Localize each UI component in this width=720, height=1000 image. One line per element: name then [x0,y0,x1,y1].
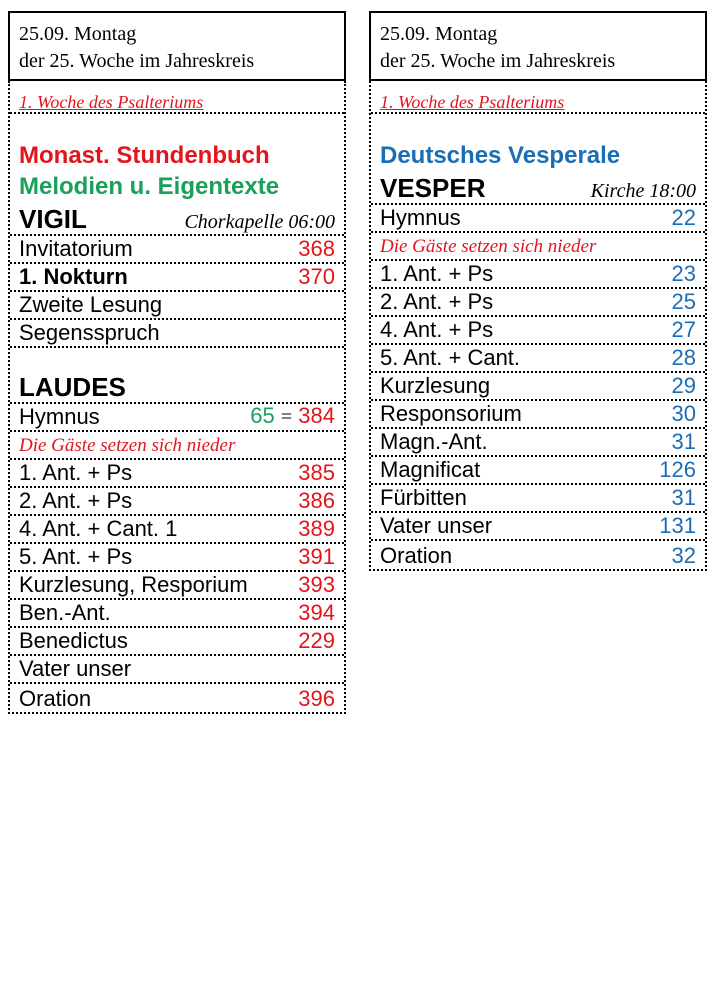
hour-header-vesper [371,171,705,203]
row-label: 4. Ant. + Ps [380,317,494,342]
equals-sign: = [280,406,293,428]
row-label: 2. Ant. + Ps [19,488,133,513]
page-number: 229 [298,628,335,653]
row-label: 1. Nokturn [19,264,128,289]
right-column [369,11,707,571]
row-label: Hymnus [19,404,100,429]
psalter-week: 1. Woche des Psalteriums [371,81,705,114]
row-label: Magnificat [380,457,481,482]
hymn-number-alt: 65 [250,403,275,428]
row-label: Hymnus [380,205,461,230]
row-label: 1. Ant. + Ps [19,460,133,485]
book-title-melodien: Melodien u. Eigentexte [19,173,280,200]
schedule-row [10,600,344,628]
page-number [250,403,335,430]
page-number: 389 [298,516,335,541]
date-line-2: der 25. Woche im Jahreskreis [380,50,616,72]
schedule-row [10,544,344,572]
row-label: Oration [19,686,92,711]
schedule-row [371,513,705,541]
page-number: 370 [298,264,335,289]
schedule-row [10,656,344,684]
page-number: 29 [671,373,696,398]
page-number: 393 [298,572,335,597]
book-title-stundenbuch: Monast. Stundenbuch [19,142,270,169]
hour-title: LAUDES [19,372,126,402]
schedule-row [10,264,344,292]
hymn-number: 384 [298,403,335,428]
page-number: 394 [298,600,335,625]
schedule-row [10,320,344,348]
schedule-row [371,289,705,317]
schedule-row [371,317,705,345]
left-column [8,11,346,714]
date-box [369,11,707,81]
date-line-1: 25.09. Montag [380,23,498,45]
page-number: 31 [671,485,696,510]
row-label: Segensspruch [19,320,160,345]
page-number: 131 [659,513,696,538]
row-label: Vater unser [380,513,493,538]
page-number: 126 [659,457,696,482]
page-number: 391 [298,544,335,569]
page-number: 32 [671,543,696,568]
right-schedule [369,81,707,571]
row-label: Magn.-Ant. [380,429,488,454]
psalter-week: 1. Woche des Psalteriums [10,81,344,114]
page-number: 28 [671,345,696,370]
spacer [10,114,344,140]
date-box [8,11,346,81]
row-label: Benedictus [19,628,128,653]
schedule-row [10,292,344,320]
row-label: 5. Ant. + Ps [19,544,133,569]
schedule-row [10,684,344,712]
schedule-row [10,458,344,488]
row-label: Kurzlesung, Resporium [19,572,248,597]
schedule-row [10,488,344,516]
page-number: 385 [298,460,335,485]
row-label: Oration [380,543,453,568]
schedule-row [10,628,344,656]
schedule-row [10,572,344,600]
hour-place-time: Kirche 18:00 [590,180,696,202]
schedule-row [371,429,705,457]
schedule-row [10,516,344,544]
schedule-row [371,401,705,429]
hour-title: VESPER [380,173,486,203]
row-label: Responsorium [380,401,522,426]
schedule-row [10,234,344,264]
spacer [10,348,344,370]
page-number: 23 [671,261,696,286]
row-label: Invitatorium [19,236,133,261]
left-schedule [8,81,346,714]
row-label: 5. Ant. + Cant. [380,345,521,370]
row-label: Zweite Lesung [19,292,163,317]
page-number: 396 [298,686,335,711]
page-number: 25 [671,289,696,314]
date-line-1: 25.09. Montag [19,23,137,45]
schedule-row [371,259,705,289]
row-label: Kurzlesung [380,373,491,398]
row-label: 2. Ant. + Ps [380,289,494,314]
hour-title: VIGIL [19,204,87,234]
schedule-row [10,402,344,432]
row-label: Ben.-Ant. [19,600,111,625]
schedule-row [371,203,705,233]
row-label: 1. Ant. + Ps [380,261,494,286]
row-label: Fürbitten [380,485,467,510]
date-line-2: der 25. Woche im Jahreskreis [19,50,255,72]
schedule-row [371,345,705,373]
page-number: 386 [298,488,335,513]
page-number: 27 [671,317,696,342]
row-label: 4. Ant. + Cant. 1 [19,516,178,541]
schedule-row [371,485,705,513]
schedule-row [371,373,705,401]
page-number: 30 [671,401,696,426]
page-number: 368 [298,236,335,261]
page-number: 22 [671,205,696,230]
spacer [371,114,705,140]
guest-note: Die Gäste setzen sich nieder [19,435,236,456]
hour-header-laudes [10,370,344,402]
hour-place-time: Chorkapelle 06:00 [184,211,335,233]
guest-note: Die Gäste setzen sich nieder [380,236,597,257]
row-label: Vater unser [19,656,132,681]
schedule-row [371,541,705,569]
page-number: 31 [671,429,696,454]
book-title-vesperale: Deutsches Vesperale [380,142,621,169]
schedule-row [371,457,705,485]
hour-header-vigil [10,202,344,234]
